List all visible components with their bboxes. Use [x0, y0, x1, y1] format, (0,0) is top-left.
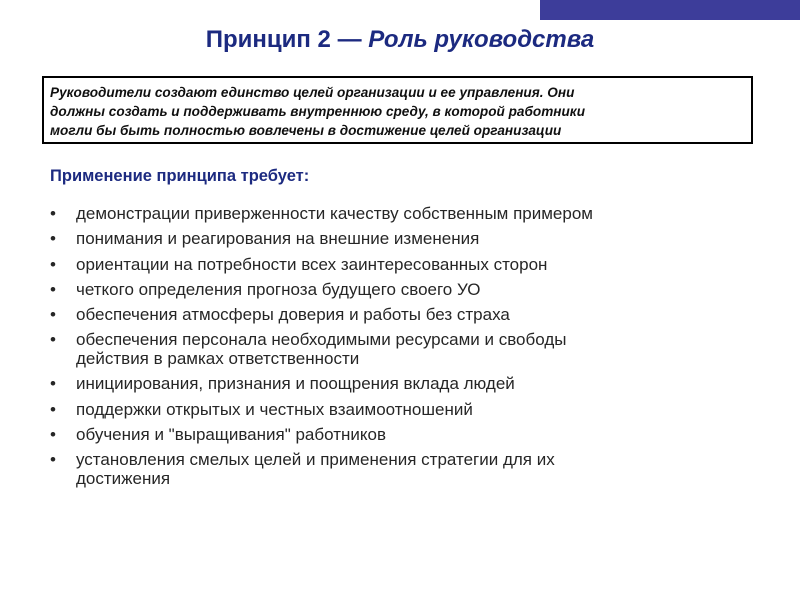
list-item-line: поддержки открытых и честных взаимоотношений	[76, 399, 473, 419]
list-item	[50, 205, 750, 224]
list-item-text	[76, 230, 750, 249]
list-item-line: инициирования, признания и поощрения вклада людей	[76, 374, 515, 394]
list-item-line: обеспечения атмосферы доверия и работы без страха	[76, 305, 510, 325]
bullet-icon: •	[50, 424, 56, 444]
list-item-text	[76, 205, 750, 224]
requirements-list	[50, 205, 750, 495]
list-item-text	[76, 281, 750, 300]
list-item-line: достижения	[76, 468, 171, 488]
list-item	[50, 230, 750, 249]
bullet-icon: •	[50, 374, 56, 394]
list-item-text	[76, 256, 750, 275]
list-item-line: ориентации на потребности всех заинтересованных сторон	[76, 254, 548, 274]
principle-statement-box	[42, 76, 753, 144]
list-item	[50, 281, 750, 300]
list-item-line: обучения и "выращивания" работников	[76, 424, 386, 444]
bullet-icon: •	[50, 330, 56, 350]
list-item-text	[76, 306, 750, 325]
list-item-text	[76, 451, 750, 488]
list-item-text	[76, 331, 750, 368]
list-item	[50, 331, 750, 368]
bullet-icon: •	[50, 399, 56, 419]
list-item	[50, 256, 750, 275]
bullet-icon: •	[50, 279, 56, 299]
statement-line: должны создать и поддерживать внутреннюю среду, в которой работники	[50, 104, 585, 119]
list-item	[50, 306, 750, 325]
list-item-line: действия в рамках ответственности	[76, 348, 360, 368]
list-item-line: обеспечения персонала необходимыми ресурсами и свободы	[76, 330, 567, 350]
list-item-line: демонстрации приверженности качеству собственным примером	[76, 204, 593, 223]
title-principle-number: Принцип 2 —	[205, 26, 369, 53]
bullet-icon: •	[50, 204, 56, 223]
list-item	[50, 375, 750, 394]
list-item	[50, 451, 750, 488]
list-item-line: понимания и реагирования на внешние изменения	[76, 229, 480, 249]
bullet-icon: •	[50, 450, 56, 470]
list-item-text	[76, 401, 750, 420]
requirements-heading: Применение принципа требует:	[50, 167, 310, 185]
title-principle-name: Роль руководства	[368, 26, 595, 53]
bullet-icon: •	[50, 229, 56, 249]
bullet-icon: •	[50, 305, 56, 325]
statement-line: Руководители создают единство целей организации и ее управления. Они	[50, 85, 575, 100]
statement-line: могли бы быть полностью вовлечены в достижение целей организации	[50, 123, 562, 138]
list-item-text	[76, 426, 750, 445]
list-item-line: четкого определения прогноза будущего своего УО	[76, 279, 481, 299]
page-title	[0, 26, 800, 54]
list-item	[50, 426, 750, 445]
accent-bar	[540, 0, 800, 20]
bullet-icon: •	[50, 254, 56, 274]
list-item-line: установления смелых целей и применения стратегии для их	[76, 450, 555, 470]
list-item-text	[76, 375, 750, 394]
list-item	[50, 401, 750, 420]
